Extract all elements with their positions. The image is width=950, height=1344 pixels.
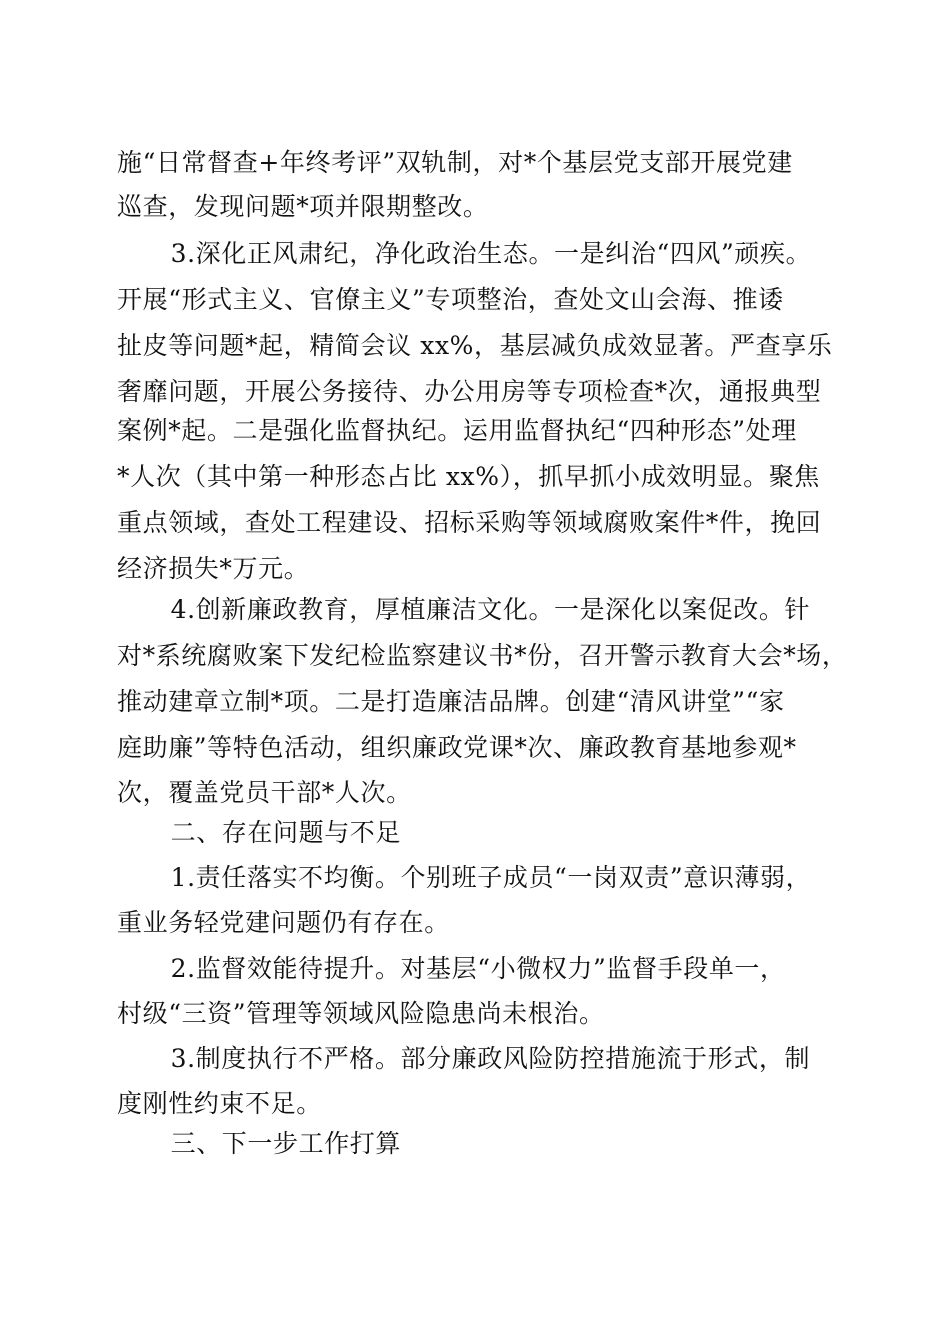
text-line: 案例*起。二是强化监督执纪。运用监督执纪“四种形态”处理: [117, 416, 797, 445]
paragraph-start-line: 1.责任落实不均衡。个别班子成员“一岗双责”意识薄弱，: [145, 863, 812, 892]
text-line: 施“日常督查+年终考评”双轨制，对*个基层党支部开展党建: [117, 148, 793, 177]
text-line: *人次（其中第一种形态占比 xx%），抓早抓小成效明显。聚焦: [117, 462, 820, 491]
text-line: 对*系统腐败案下发纪检监察建议书*份，召开警示教育大会*场，: [117, 641, 848, 670]
text-line: 庭助廉”等特色活动，组织廉政党课*次、廉政教育基地参观*: [117, 733, 797, 762]
text-line: 度刚性约束不足。: [117, 1089, 322, 1118]
text-line: 重业务轻党建问题仍有存在。: [117, 908, 450, 937]
paragraph-start-line: 4.创新廉政教育，厚植廉洁文化。一是深化以案促改。针: [145, 595, 811, 624]
text-line: 巡查，发现问题*项并限期整改。: [117, 192, 489, 221]
text-line: 推动建章立制*项。二是打造廉洁品牌。创建“清风讲堂”“家: [117, 687, 785, 716]
paragraph-start-line: 3.深化正风肃纪，净化政治生态。一是纠治“四风”顽疾。: [145, 239, 812, 268]
text-line: 村级“三资”管理等领域风险隐患尚未根治。: [117, 999, 605, 1028]
text-line: 奢靡问题，开展公务接待、办公用房等专项检查*次，通报典型: [117, 377, 822, 406]
text-line: 开展“形式主义、官僚主义”专项整治，查处文山会海、推诿: [117, 285, 784, 314]
section-heading: 二、存在问题与不足: [145, 818, 402, 847]
section-heading: 三、下一步工作打算: [145, 1129, 402, 1158]
text-line: 次，覆盖党员干部*人次。: [117, 778, 412, 807]
text-line: 扯皮等问题*起，精简会议 xx%，基层减负成效显著。严查享乐: [117, 331, 833, 360]
paragraph-start-line: 3.制度执行不严格。部分廉政风险防控措施流于形式，制: [145, 1044, 811, 1073]
text-line: 经济损失*万元。: [117, 554, 310, 583]
paragraph-start-line: 2.监督效能待提升。对基层“小微权力”监督手段单一，: [145, 954, 786, 983]
text-line: 重点领域，查处工程建设、招标采购等领域腐败案件*件，挽回: [117, 508, 822, 537]
